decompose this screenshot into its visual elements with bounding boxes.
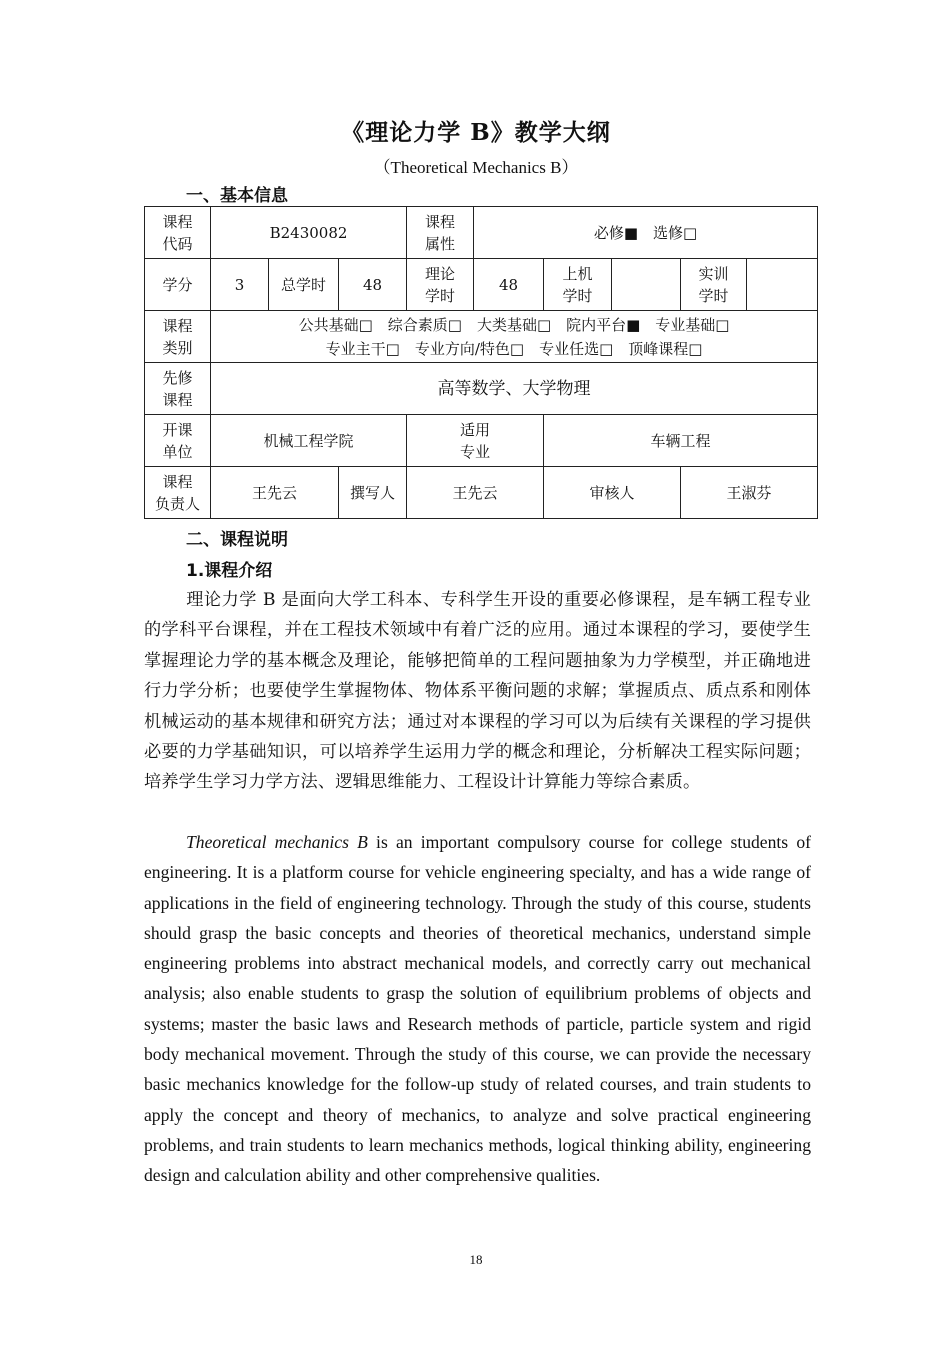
computer-hours-label: 上机 学时 (544, 259, 612, 311)
section-heading-basic-info: 一、基本信息 (186, 186, 288, 206)
table-row-dept (145, 415, 818, 467)
course-code-label: 课程 代码 (145, 207, 211, 259)
table-row-prereq (145, 363, 818, 415)
author-value: 王先云 (407, 467, 544, 519)
total-hours-label: 总学时 (269, 259, 339, 311)
prereq-label: 先修 课程 (145, 363, 211, 415)
table-row-owner (145, 467, 818, 519)
intro-en-text: is an important compulsory course for college students of engineering. It is a platform course for vehicle engineering specialty, and has a wide range of applications in the field of engineering technology. Through the study of this course, students should grasp the basic concepts and theories of theoretical mechanics, understand simple engineering problems into abstract mechanical models, and correctly carry out mechanical analysis; also enable students to grasp the solution of equilibrium problems of objects and systems; master the basic laws and Research methods of particle, particle system and rigid body mechanical movement. Through the study of this course, we can provide the necessary basic mechanics knowledge for the follow-up study of related courses, and train students to apply the concept and theory of mechanics, to analyze and solve practical engineering problems, and train students to learn mechanics methods, logical thinking ability, engineering design and calculation ability and other comprehensive qualities. (144, 832, 811, 1186)
course-attr-label: 课程 属性 (407, 207, 474, 259)
intro-paragraph-en (144, 827, 811, 1191)
category-line-2: 专业主干□ 专业方向/特色□ 专业任选□ 顶峰课程□ (325, 339, 703, 358)
practice-hours-label: 实训 学时 (681, 259, 747, 311)
category-label: 课程 类别 (145, 311, 211, 363)
intro-zh-text: 理论力学 B 是面向大学工科本、专科学生开设的重要必修课程，是车辆工程专业的学科平台课程，并在工程技术领域中有着广泛的应用。通过本课程的学习，要使学生掌握理论力学的基本概念及理论，能够把简单的工程问题抽象为力学模型，并正确地进行力学分析；也要使学生掌握物体、物体系平衡问题的求解；掌握质点、质点系和刚体机械运动的基本规律和研究方法；通过对本课程的学习可以为后续有关课程的学习提供必要的力学基础知识，可以培养学生运用力学的概念和理论，分析解决工程实际问题；培养学生学习力学方法、逻辑思维能力、工程设计计算能力等综合素质。 (144, 590, 811, 793)
total-hours-value: 48 (339, 259, 407, 311)
prereq-value: 高等数学、大学物理 (211, 363, 818, 415)
major-value: 车辆工程 (544, 415, 818, 467)
major-label: 适用 专业 (407, 415, 544, 467)
table-row-category (145, 311, 818, 363)
practice-hours-value (747, 259, 818, 311)
course-attr-value: 必修■ 选修□ (474, 207, 818, 259)
subsection-heading-intro: 1.课程介绍 (186, 561, 273, 581)
basic-info-table (144, 206, 818, 519)
owner-label: 课程 负责人 (145, 467, 211, 519)
credit-label: 学分 (145, 259, 211, 311)
section-heading-course-desc: 二、课程说明 (186, 530, 288, 550)
theory-hours-label: 理论 学时 (407, 259, 474, 311)
owner-value: 王先云 (211, 467, 339, 519)
intro-paragraph-zh (144, 585, 811, 798)
document-subtitle: （Theoretical Mechanics B） (373, 158, 579, 177)
computer-hours-value (612, 259, 681, 311)
intro-en-course-name: Theoretical mechanics B (186, 832, 368, 852)
dept-value: 机械工程学院 (211, 415, 407, 467)
document-title: 《理论力学 B》教学大纲 (341, 119, 611, 146)
credit-value: 3 (211, 259, 269, 311)
dept-label: 开课 单位 (145, 415, 211, 467)
page-number: 18 (469, 1252, 483, 1267)
category-value (211, 311, 818, 363)
reviewer-value: 王淑芬 (681, 467, 818, 519)
table-row-hours (145, 259, 818, 311)
table-row-code (145, 207, 818, 259)
theory-hours-value: 48 (474, 259, 544, 311)
author-label: 撰写人 (339, 467, 407, 519)
course-code-value: B2430082 (211, 207, 407, 259)
category-line-1: 公共基础□ 综合素质□ 大类基础□ 院内平台■ 专业基础□ (298, 315, 730, 334)
reviewer-label: 审核人 (544, 467, 681, 519)
